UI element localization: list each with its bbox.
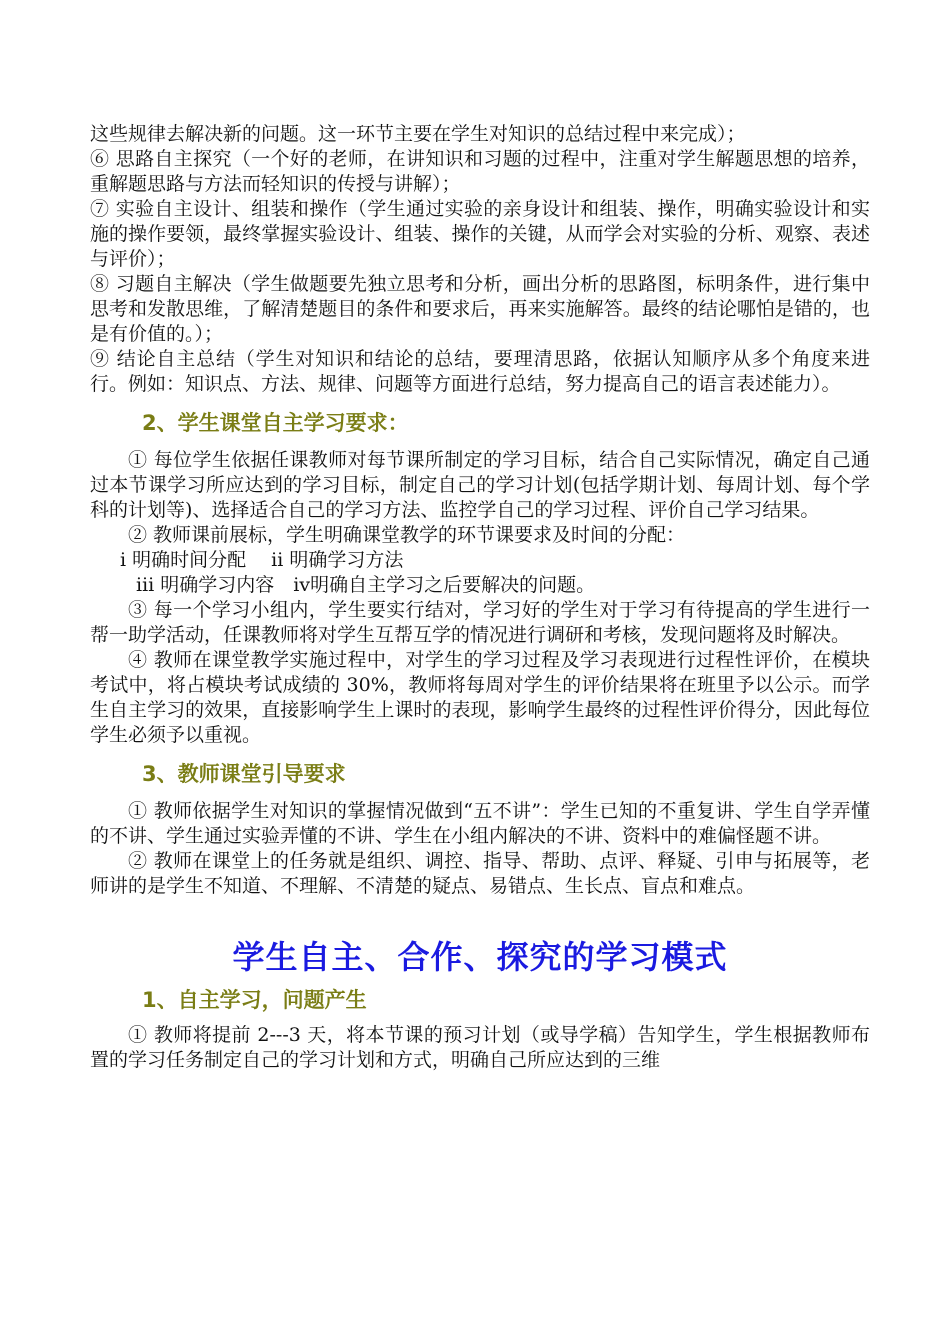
intro-item-8: ⑧ 习题自主解决（学生做题要先独立思考和分析，画出分析的思路图，标明条件，进行集中思考和发散思维，了解清楚题目的条件和要求后，再来实施解答。最终的结论哪怕是错的，也是有价值的。）； xyxy=(90,273,870,345)
section-2-heading: 2、学生课堂自主学习要求： xyxy=(142,411,409,435)
section-2-para-1: ① 每位学生依据任课教师对每节课所制定的学习目标，结合自己实际情况，确定自己通过本节课学习所应达到的学习目标，制定自己的学习计划(包括学期计划、每周计划、每个学科的计划等)、选择适合自己的学习方法、监控学自己的学习过程、评价自己学习结果。 xyxy=(90,449,870,521)
section-2-para-3: ③ 每一个学习小组内，学生要实行结对，学习好的学生对于学习有待提高的学生进行一帮一助学活动，任课教师将对学生互帮互学的情况进行调研和考核，发现问题将及时解决。 xyxy=(90,599,870,646)
section-2-para-2: ② 教师课前展标，学生明确课堂教学的环节课要求及时间的分配： xyxy=(128,524,686,546)
section-new-para-1: ① 教师将提前 2---3 天，将本节课的预习计划（或导学稿）告知学生，学生根据教师布置的学习任务制定自己的学习计划和方式，明确自己所应达到的三维 xyxy=(90,1024,870,1071)
intro-line-1: 这些规律去解决新的问题。这一环节主要在学生对知识的总结过程中来完成）； xyxy=(90,123,746,145)
section-3-heading: 3、教师课堂引导要求 xyxy=(142,762,346,786)
section-3-para-2: ② 教师在课堂上的任务就是组织、调控、指导、帮助、点评、释疑、引申与拓展等，老师讲的是学生不知道、不理解、不清楚的疑点、易错点、生长点、盲点和难点。 xyxy=(90,850,870,897)
intro-item-6: ⑥ 思路自主探究（一个好的老师，在讲知识和习题的过程中，注重对学生解题思想的培养，重解题思路与方法而轻知识的传授与讲解）； xyxy=(90,148,870,195)
section-new-heading: 1、自主学习，问题产生 xyxy=(142,988,367,1012)
section-2-para-4: ④ 教师在课堂教学实施过程中，对学生的学习过程及学习表现进行过程性评价，在模块考试中，将占模块考试成绩的 30%，教师将每周对学生的评价结果将在班里予以公示。而学生自主学习的效果，直接影响学生上课时的表现，影响学生最终的过程性评价得分，因此每位学生必须予以重视。 xyxy=(90,649,870,746)
section-3-para-1: ① 教师依据学生对知识的掌握情况做到“五不讲”：学生已知的不重复讲、学生自学弄懂的不讲、学生通过实验弄懂的不讲、学生在小组内解决的不讲、资料中的难偏怪题不讲。 xyxy=(90,800,870,847)
intro-item-9: ⑨ 结论自主总结（学生对知识和结论的总结，要理清思路，依据认知顺序从多个角度来进行。例如：知识点、方法、规律、问题等方面进行总结，努力提高自己的语言表述能力）。 xyxy=(90,348,870,395)
section-2-list-a: ⅰ 明确时间分配 ⅱ 明确学习方法 xyxy=(120,549,404,571)
main-title: 学生自主、合作、探究的学习模式 xyxy=(232,938,728,976)
intro-item-7: ⑦ 实验自主设计、组装和操作（学生通过实验的亲身设计和组装、操作，明确实验设计和实施的操作要领，最终掌握实验设计、组装、操作的关键，从而学会对实验的分析、观察、表述与评价）； xyxy=(90,198,870,270)
section-2-list-b: ⅲ 明确学习内容 ⅳ明确自主学习之后要解决的问题。 xyxy=(136,574,596,596)
document-page xyxy=(90,122,870,1073)
